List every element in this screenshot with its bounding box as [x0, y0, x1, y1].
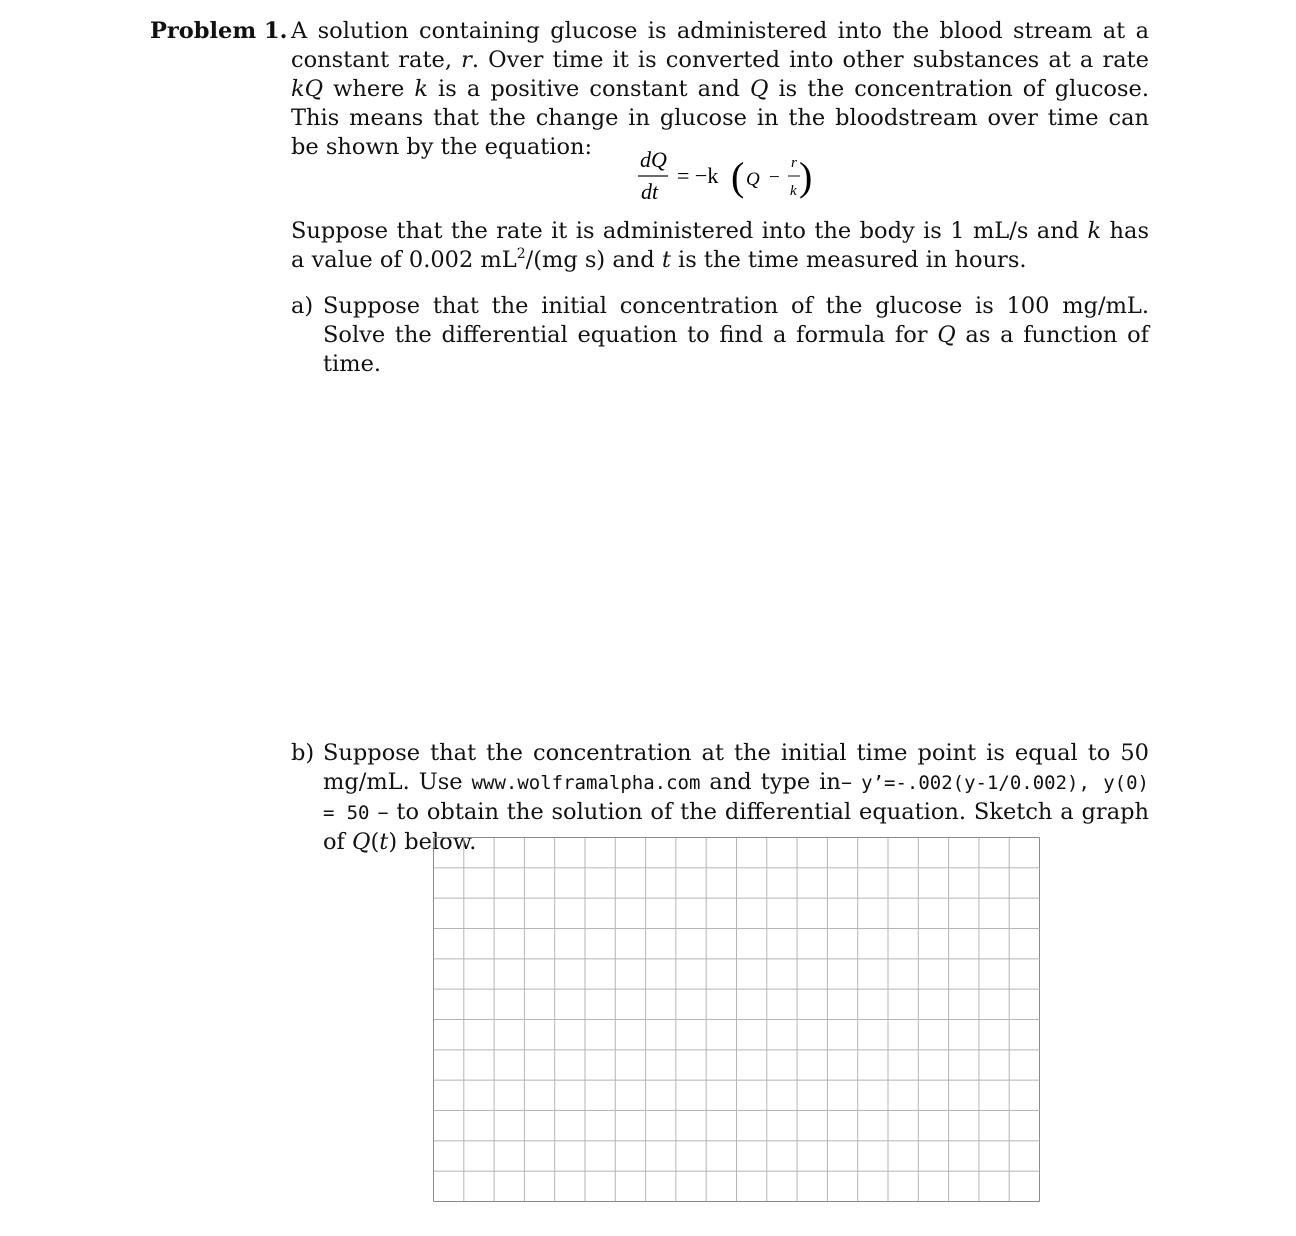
part-b-label: b) [291, 740, 315, 766]
wolfram-url: www.wolframalpha.com [471, 772, 701, 794]
problem-label: Problem 1. [150, 18, 288, 44]
wolfram-query: y’=-.002(y-1/0.002), y(0) = 50 [323, 772, 1149, 824]
problem-intro: A solution containing glucose is administered into the blood stream at a constant rate, r. Over time it is converted into other substances at a rate kQ where k is a positive constant and Q is the concentration of glucose. This means that the change in glucose in the bloodstream over time can be shown by the equation: [291, 18, 1149, 160]
part-b-text: Suppose that the concentration at the initial time point is equal to 50 mg/mL. Use www.wolframalpha.com and type in– y’=-.002(y-1/0.002), y(0) = 50 – to obtain the solution of the differential equation. Sketch a graph of Q(t) below. [323, 740, 1149, 855]
eq-minus: − [769, 167, 780, 188]
eq-denominator: dt [641, 179, 659, 204]
given-values: Suppose that the rate it is administered into the body is 1 mL/s and k has a value of 0.002 $mL^2/(mg$ s) and t is the time measured in hours. [291, 218, 1149, 273]
eq-small-num: r [791, 155, 797, 171]
sketch-graph-grid[interactable] [433, 837, 1040, 1202]
eq-small-den: k [790, 183, 797, 199]
eq-Q: Q [746, 169, 760, 190]
eq-rhs-prefix: = −k [677, 163, 719, 188]
part-a-text: Suppose that the initial concentration of the glucose is 100 mg/mL. Solve the differential equation to find a formula for Q as a function of time. [323, 293, 1149, 377]
grid-svg[interactable] [433, 837, 1040, 1202]
eq-paren-left: ( [731, 154, 745, 199]
differential-equation [620, 145, 880, 211]
eq-numerator: dQ [640, 147, 667, 172]
eq-paren-right: ) [799, 154, 813, 199]
part-a-label: a) [291, 293, 314, 319]
